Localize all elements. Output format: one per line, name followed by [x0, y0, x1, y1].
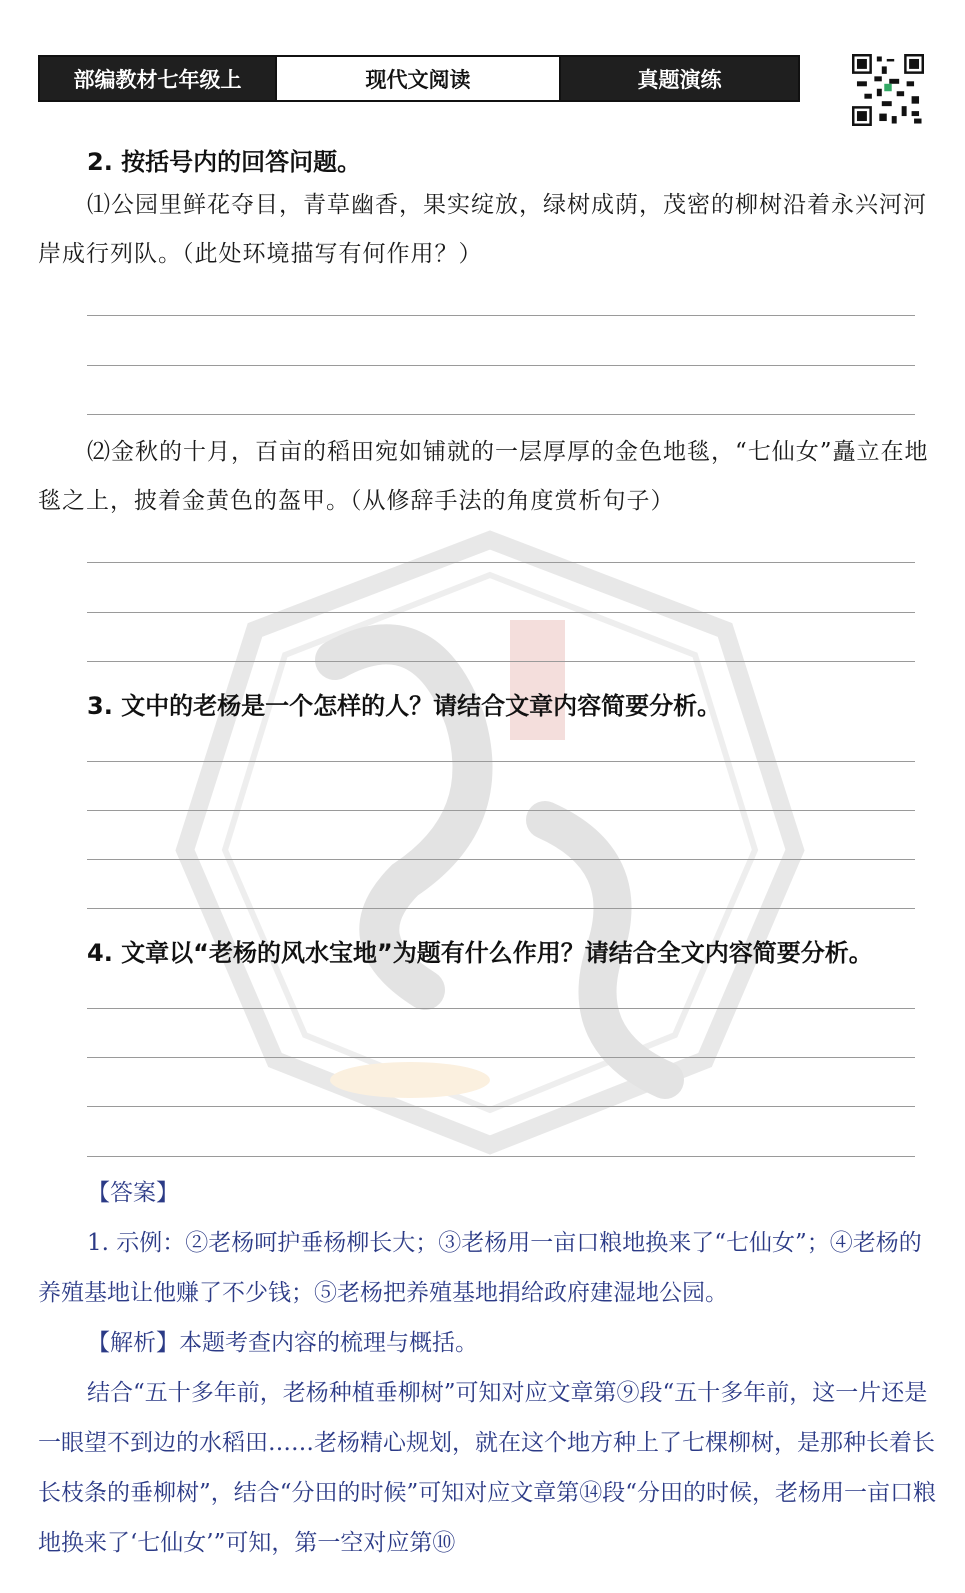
header-grade-label: 部编教材七年级上 — [40, 57, 275, 100]
answer-line[interactable] — [87, 1106, 915, 1107]
answer-line[interactable] — [87, 1156, 915, 1157]
answer-line[interactable] — [87, 1057, 915, 1058]
answer-line[interactable] — [87, 315, 915, 316]
question-2-sub-2: ⑵金秋的十月，百亩的稻田宛如铺就的一层厚厚的金色地毯，“七仙女”矗立在地毯之上，披着金黄色的盔甲。（从修辞手法的角度赏析句子） — [38, 439, 929, 514]
question-4-title: 4. 文章以“老杨的风水宝地”为题有什么作用？请结合全文内容简要分析。 — [87, 939, 873, 967]
analysis-label: 【解析】 — [87, 1330, 179, 1356]
answer-line[interactable] — [87, 661, 915, 662]
answer-line[interactable] — [87, 562, 915, 563]
watermark-seal — [165, 520, 815, 1160]
question-2-sub-1: ⑴公园里鲜花夺目，青草幽香，果实绽放，绿树成荫，茂密的柳树沿着永兴河河岸成行列队。（此处环境描写有何作用？） — [38, 192, 927, 267]
answer-line[interactable] — [87, 1008, 915, 1009]
answer-line[interactable] — [87, 414, 915, 415]
header-bar — [38, 55, 800, 102]
answer-heading: 【答案】 — [87, 1180, 179, 1206]
answer-1: 1. 示例：②老杨呵护垂杨柳长大；③老杨用一亩口粮地换来了“七仙女”；④老杨的养殖基地让他赚了不少钱；⑤老杨把养殖基地捐给政府建湿地公园。 — [38, 1230, 922, 1306]
header-topic-label: 现代文阅读 — [275, 57, 561, 100]
analysis-line — [38, 1318, 938, 1368]
answer-line[interactable] — [87, 810, 915, 811]
answer-line[interactable] — [87, 365, 915, 366]
header-section-label: 真题演练 — [561, 57, 798, 100]
analysis-detail: 结合“五十多年前，老杨种植垂柳树”可知对应文章第⑨段“五十多年前，这一片还是一眼望不到边的水稻田……老杨精心规划，就在这个地方种上了七棵柳树，是那种长着长长枝条的垂柳树”，结合“分田的时候”可知对应文章第⑭段“分田的时候，老杨用一亩口粮地换来了‘七仙女’”可知，第一空对应第⑩ — [38, 1380, 937, 1556]
question-3-title: 3. 文中的老杨是一个怎样的人？请结合文章内容简要分析。 — [87, 692, 722, 720]
answer-line[interactable] — [87, 612, 915, 613]
answer-line[interactable] — [87, 859, 915, 860]
answer-line[interactable] — [87, 908, 915, 909]
answer-line[interactable] — [87, 761, 915, 762]
analysis-text: 本题考查内容的梳理与概括。 — [179, 1330, 478, 1356]
qr-code-icon — [852, 54, 924, 126]
question-2-title: 2. 按括号内的回答问题。 — [87, 148, 362, 176]
